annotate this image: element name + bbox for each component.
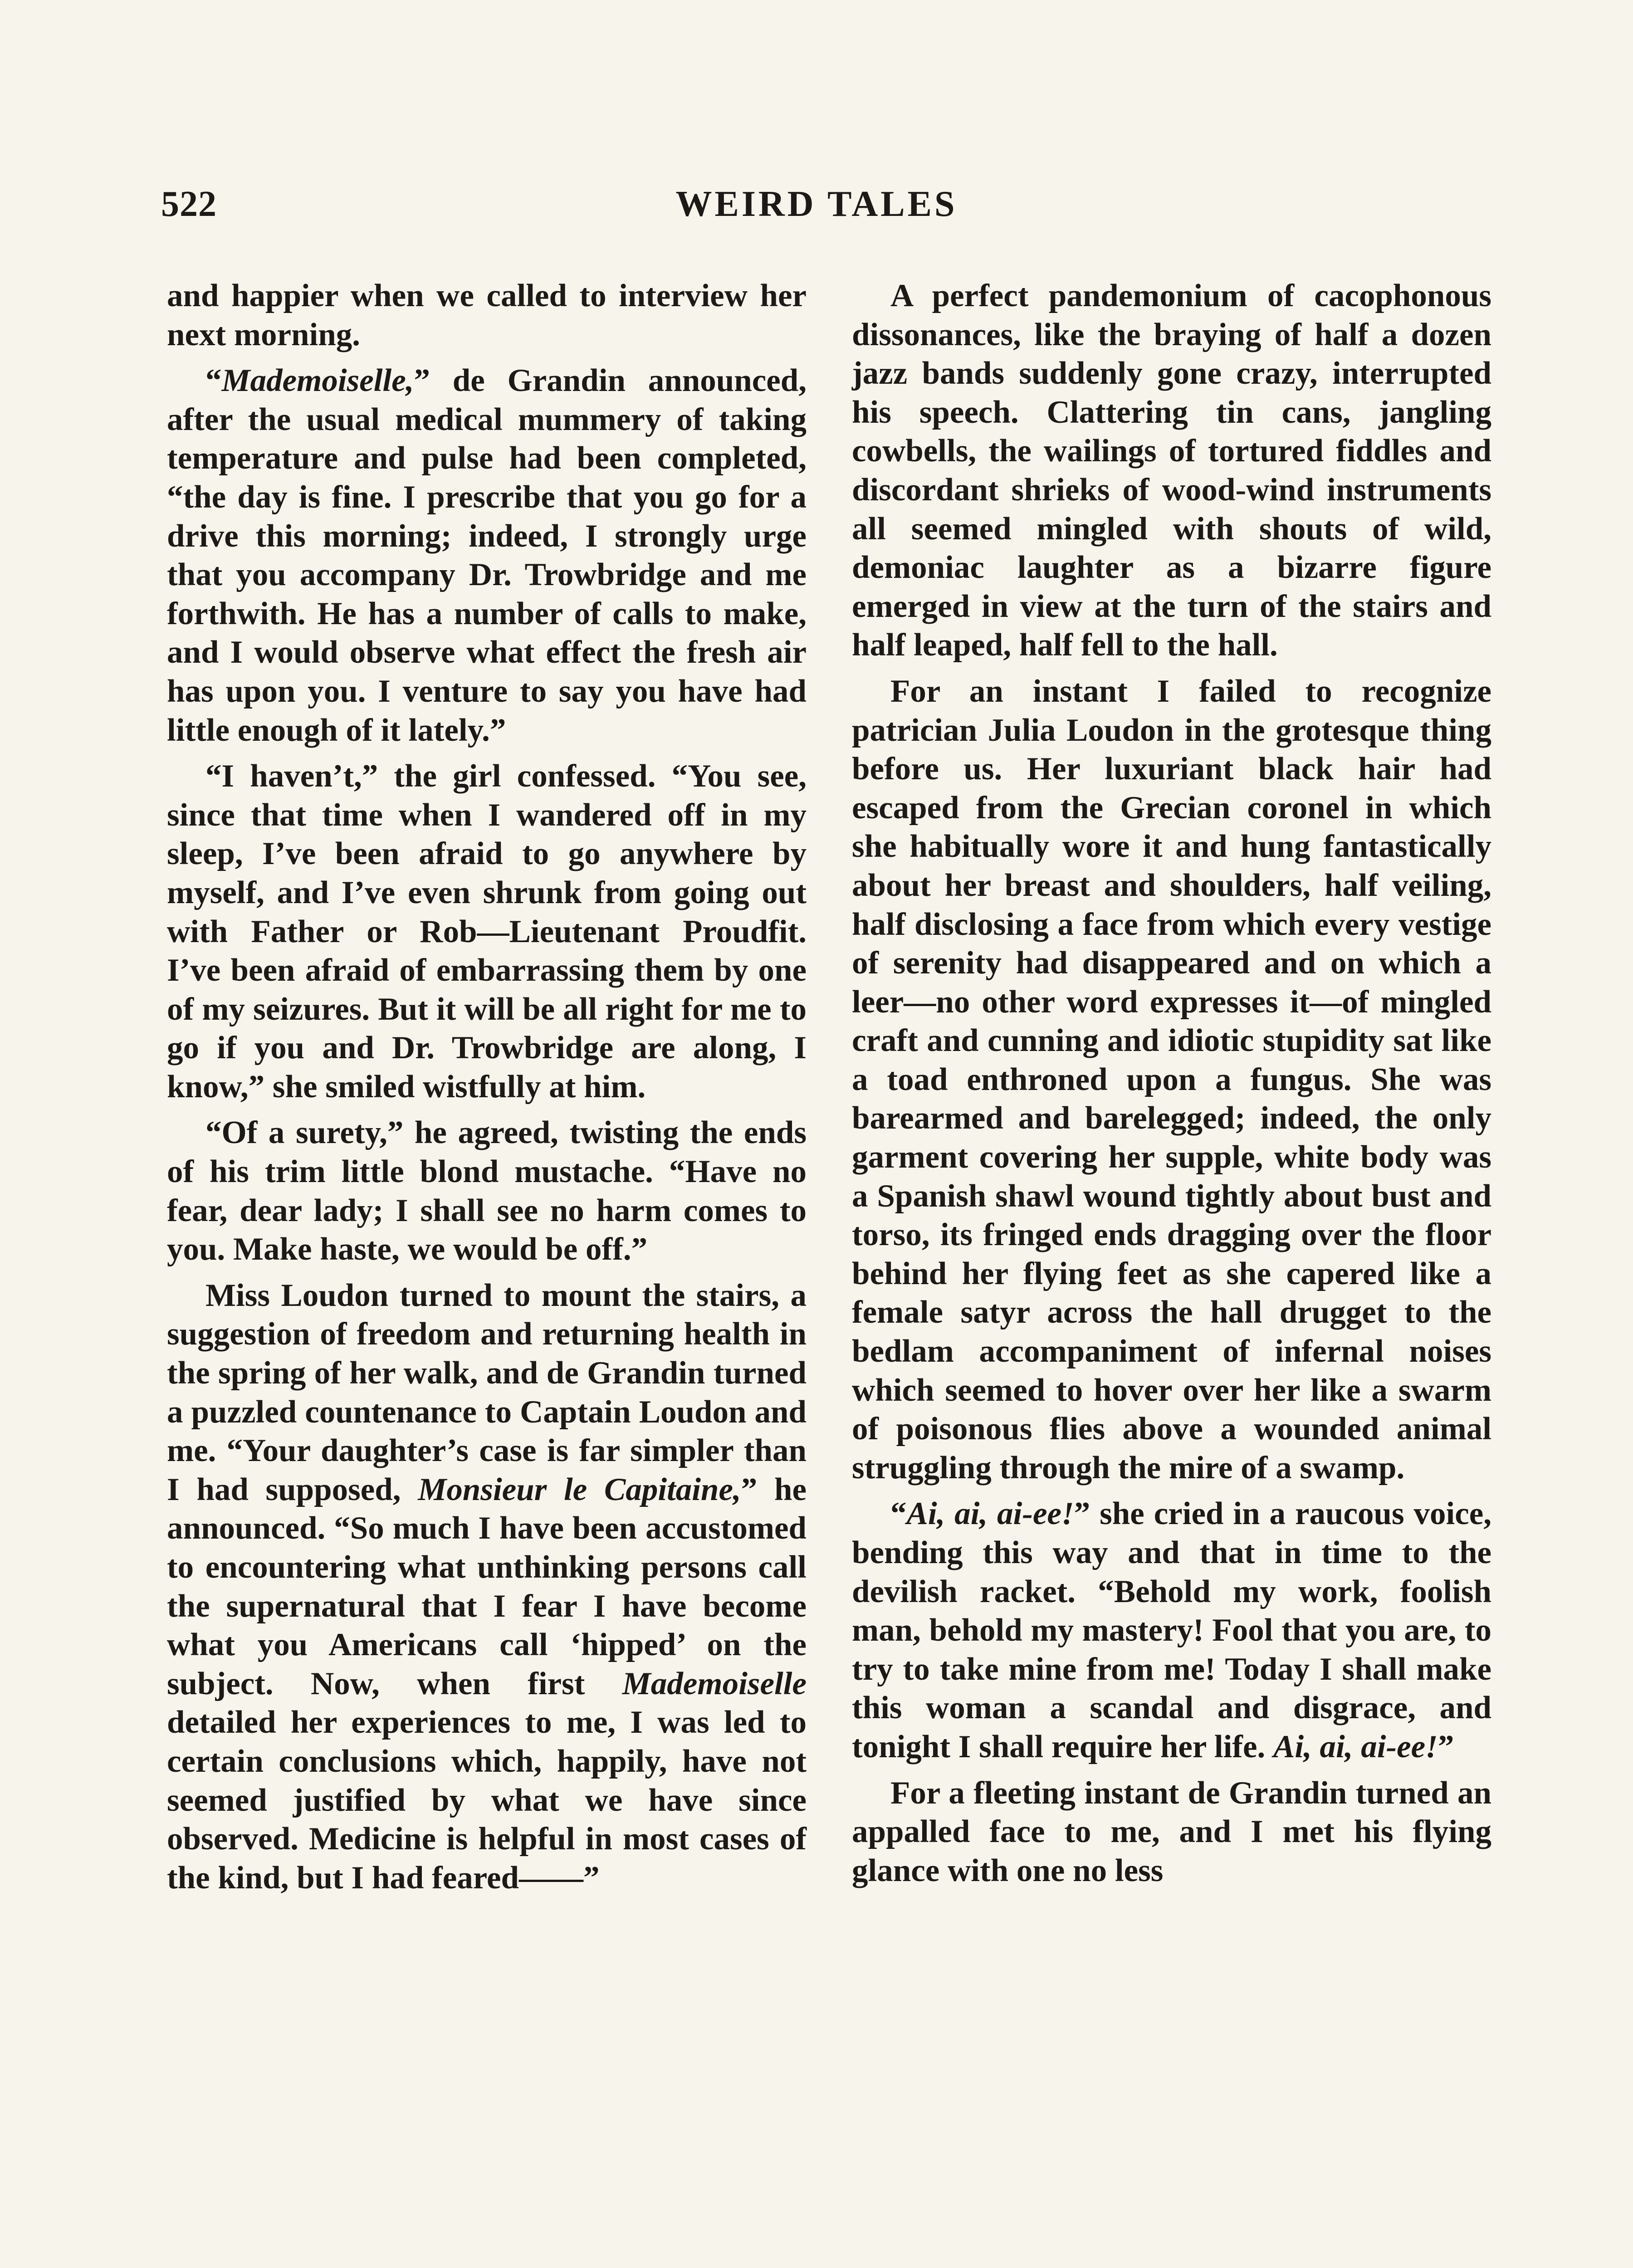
paragraph: “I haven’t,” the girl confessed. “You see, since that time when I wandered off in my sleep, I’ve been afraid to go anywhere by myself, and I’ve even shrunk from going out with Father or Rob—Lieutenant Proudfit. I’ve been afraid of embarrassing them by one of my seizures. But it will be all right for me to go if you and Dr. Trowbridge are along, I know,” she smiled wistfully at him. bbox=[167, 758, 807, 1105]
text-run: detailed her experiences to me, I was led to certain conclusions which, happily, have not seemed justified by what we have since observed. Medicine is helpful in most cases of the kind, but I had feared——” bbox=[167, 1705, 807, 1896]
paragraph: “Of a surety,” he agreed, twisting the ends of his trim little blond mustache. “Have no fear, dear lady; I shall see no harm comes to you. Make haste, we would be off.” bbox=[167, 1115, 807, 1267]
italic-run: Ai, ai, ai-ee! bbox=[1273, 1729, 1438, 1765]
text-run: ” he announced. “So much I have been accustomed to encountering what unthinking persons call the supernatural that I fear I have become what you Americans call ‘hipped’ on the subject. Now, when first bbox=[167, 1471, 807, 1701]
left-column bbox=[167, 277, 807, 1905]
italic-run: Mademoiselle bbox=[622, 1666, 807, 1701]
text-run: “ bbox=[205, 363, 222, 399]
text-run: ” she cried in a raucous voice, bending this way and that in time to the devilish racket. “Behold my work, foolish man, behold my mastery! Fool that you are, to try to take mine from me! Today I shall make this woman a scandal and disgrace, and tonight I shall require her life. bbox=[852, 1496, 1491, 1765]
paragraph bbox=[167, 1276, 807, 1898]
italic-run: Monsieur le Capitaine, bbox=[418, 1471, 741, 1507]
paragraph: For an instant I failed to recognize patrician Julia Loudon in the grotesque thing before us. Her luxuriant black hair had escaped from the Grecian coronel in which she habitually wore it and hung fantastically about her breast and shoulders, half veiling, half disclosing a face from which every vestige of serenity had disappeared and on which a leer—no other word expresses it—of mingled craft and cunning and idiotic stupidity sat like a toad enthroned upon a fungus. She was barearmed and barelegged; indeed, the only garment covering her supple, white body was a Spanish shawl wound tightly about bust and torso, its fringed ends dragging over the floor behind her flying feet as she capered like a female satyr across the hall drugget to the bedlam accompaniment of infernal noises which seemed to hover over her like a swarm of poisonous flies above a wounded animal struggling through the mire of a swamp. bbox=[852, 673, 1491, 1486]
text-run: “ bbox=[890, 1496, 907, 1532]
text-run: ” bbox=[1437, 1729, 1454, 1765]
paragraph bbox=[852, 1495, 1491, 1766]
text-run: ” de Grandin announced, after the usual medical mummery of taking temperature and pulse had been completed, “the day is fine. I prescribe that you go for a drive this morning; indeed, I strongly urge that you accompany Dr. Trowbridge and me forthwith. He has a number of calls to make, and I would observe what effect the fresh air has upon you. I venture to say you have had little enough of it lately.” bbox=[167, 363, 807, 748]
page-number: 522 bbox=[161, 184, 217, 224]
paragraph: and happier when we called to interview her next morning. bbox=[167, 278, 807, 352]
running-head: WEIRD TALES bbox=[675, 184, 958, 224]
paragraph bbox=[167, 362, 807, 750]
paragraph: A perfect pandemonium of cacophonous dissonances, like the braying of half a dozen jazz bands suddenly gone crazy, interrupted his speech. Clattering tin cans, jangling cowbells, the wailings of tortured fiddles and discordant shrieks of wood-wind instruments all seemed mingled with shouts of wild, demoniac laughter as a bizarre figure emerged in view at the turn of the stairs and half leaped, half fell to the hall. bbox=[852, 278, 1491, 663]
text-run: Miss Loudon turned to mount the stairs, a suggestion of freedom and returning health in the spring of her walk, and de Grandin turned a puzzled countenance to Captain Loudon and me. “Your daughter’s case is far simpler than I had supposed, bbox=[167, 1277, 807, 1507]
paragraph: For a fleeting instant de Grandin turned an appalled face to me, and I met his flying glance with one no less bbox=[852, 1775, 1491, 1888]
italic-run: Ai, ai, ai-ee! bbox=[906, 1496, 1074, 1532]
italic-run: Mademoiselle, bbox=[221, 363, 414, 399]
right-column bbox=[852, 277, 1491, 1897]
